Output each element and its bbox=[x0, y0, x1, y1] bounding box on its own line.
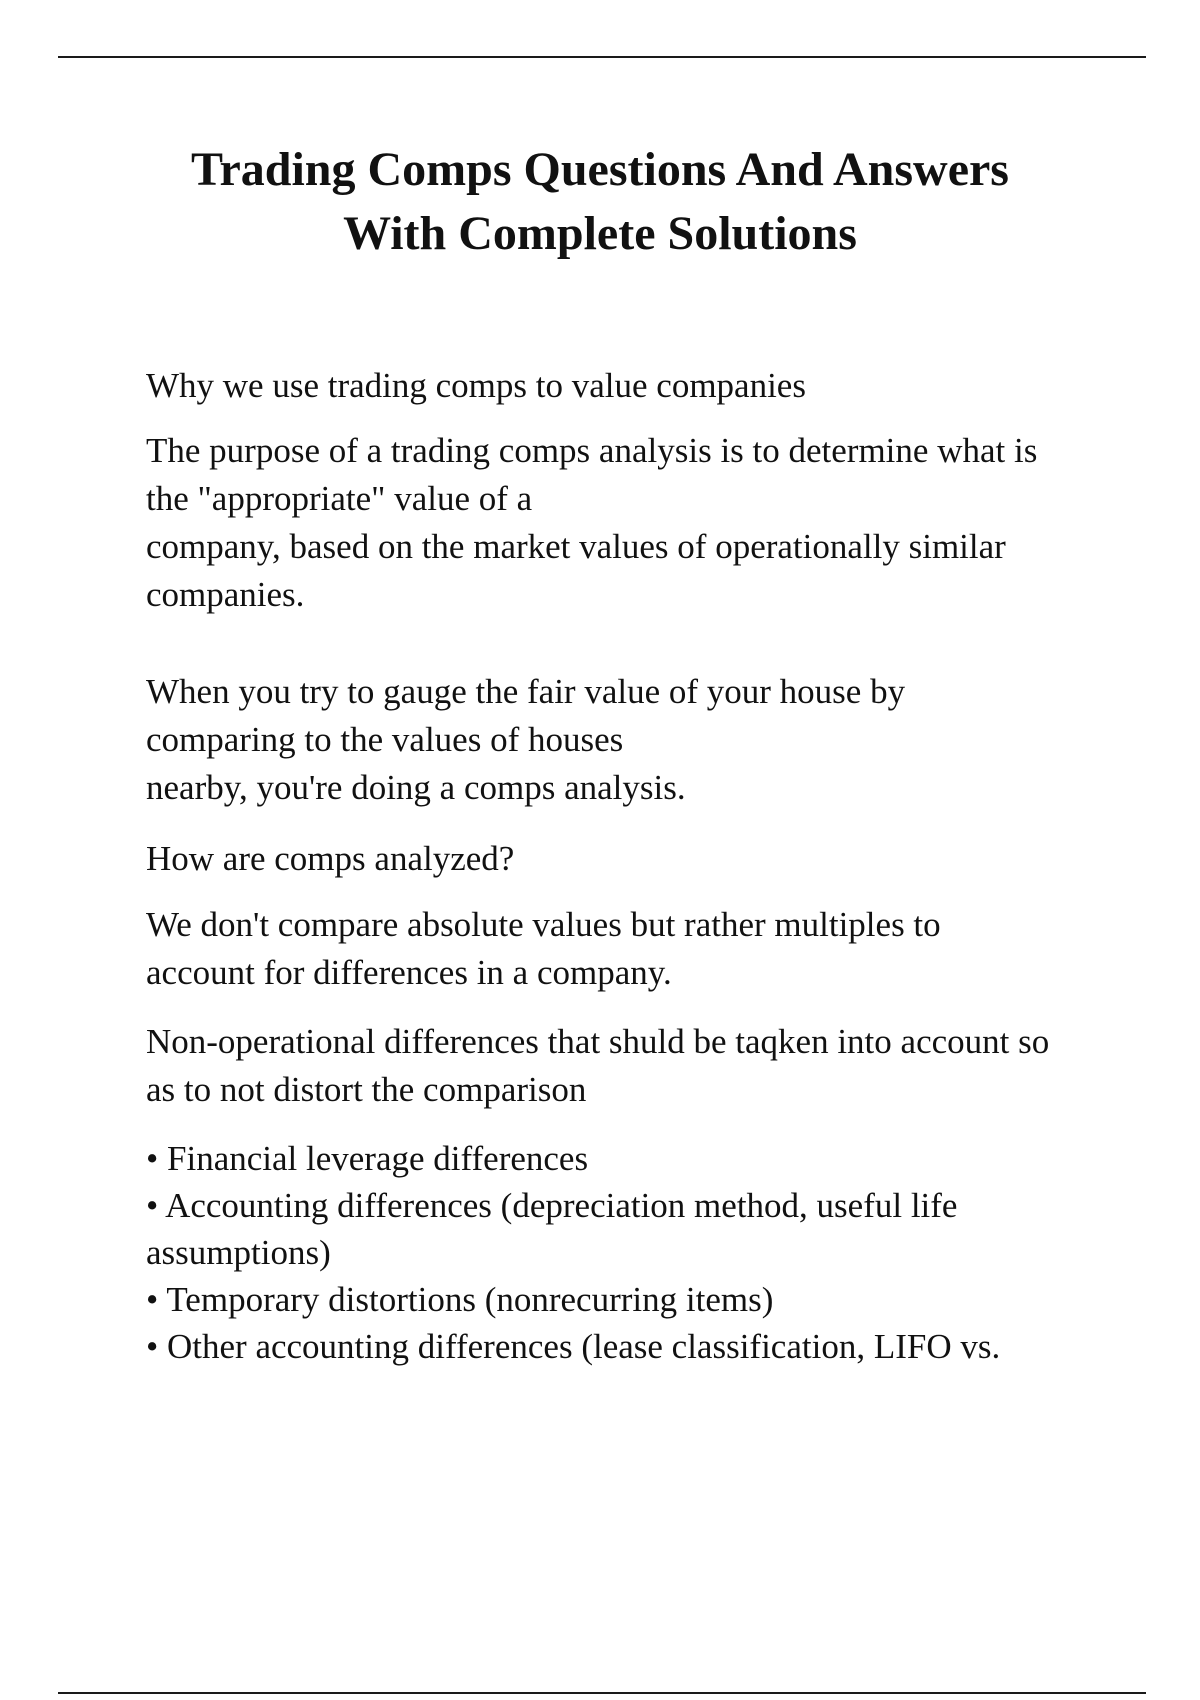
answer-paragraph bbox=[146, 901, 1106, 997]
top-divider bbox=[58, 56, 1146, 58]
text-line: We don't compare absolute values but rather multiples to bbox=[146, 905, 941, 944]
answer-paragraph bbox=[146, 427, 1106, 619]
title-line: Trading Comps Questions And Answers bbox=[191, 143, 1009, 196]
list-item bbox=[146, 1182, 1106, 1276]
text-line: Why we use trading comps to value companies bbox=[146, 366, 806, 405]
text-line: the "appropriate" value of a bbox=[146, 479, 533, 518]
bottom-divider bbox=[58, 1692, 1146, 1694]
text-line: When you try to gauge the fair value of your house by bbox=[146, 672, 906, 711]
question-paragraph bbox=[146, 362, 1106, 410]
text-line: as to not distort the comparison bbox=[146, 1070, 587, 1109]
bullet-list bbox=[146, 1135, 1106, 1370]
list-item-text: • Accounting differences (depreciation method, useful life bbox=[146, 1186, 958, 1225]
text-line: account for differences in a company. bbox=[146, 953, 672, 992]
question-paragraph bbox=[146, 1018, 1106, 1114]
document-title bbox=[100, 138, 1100, 266]
text-line: nearby, you're doing a comps analysis. bbox=[146, 768, 686, 807]
text-line: companies. bbox=[146, 575, 305, 614]
text-line: How are comps analyzed? bbox=[146, 839, 515, 878]
text-line: The purpose of a trading comps analysis is to determine what is bbox=[146, 431, 1038, 470]
list-item bbox=[146, 1135, 1106, 1182]
list-item-text: • Financial leverage differences bbox=[146, 1139, 589, 1178]
list-item-text: • Other accounting differences (lease classification, LIFO vs. bbox=[146, 1327, 1001, 1366]
text-line: company, based on the market values of operationally similar bbox=[146, 527, 1006, 566]
title-line: With Complete Solutions bbox=[343, 207, 857, 260]
text-line: comparing to the values of houses bbox=[146, 720, 624, 759]
list-item bbox=[146, 1323, 1106, 1370]
answer-paragraph bbox=[146, 668, 1106, 812]
list-item-text: assumptions) bbox=[146, 1233, 331, 1272]
list-item bbox=[146, 1276, 1106, 1323]
question-paragraph bbox=[146, 835, 1106, 883]
list-item-text: • Temporary distortions (nonrecurring items) bbox=[146, 1280, 774, 1319]
text-line: Non-operational differences that shuld be taqken into account so bbox=[146, 1022, 1050, 1061]
